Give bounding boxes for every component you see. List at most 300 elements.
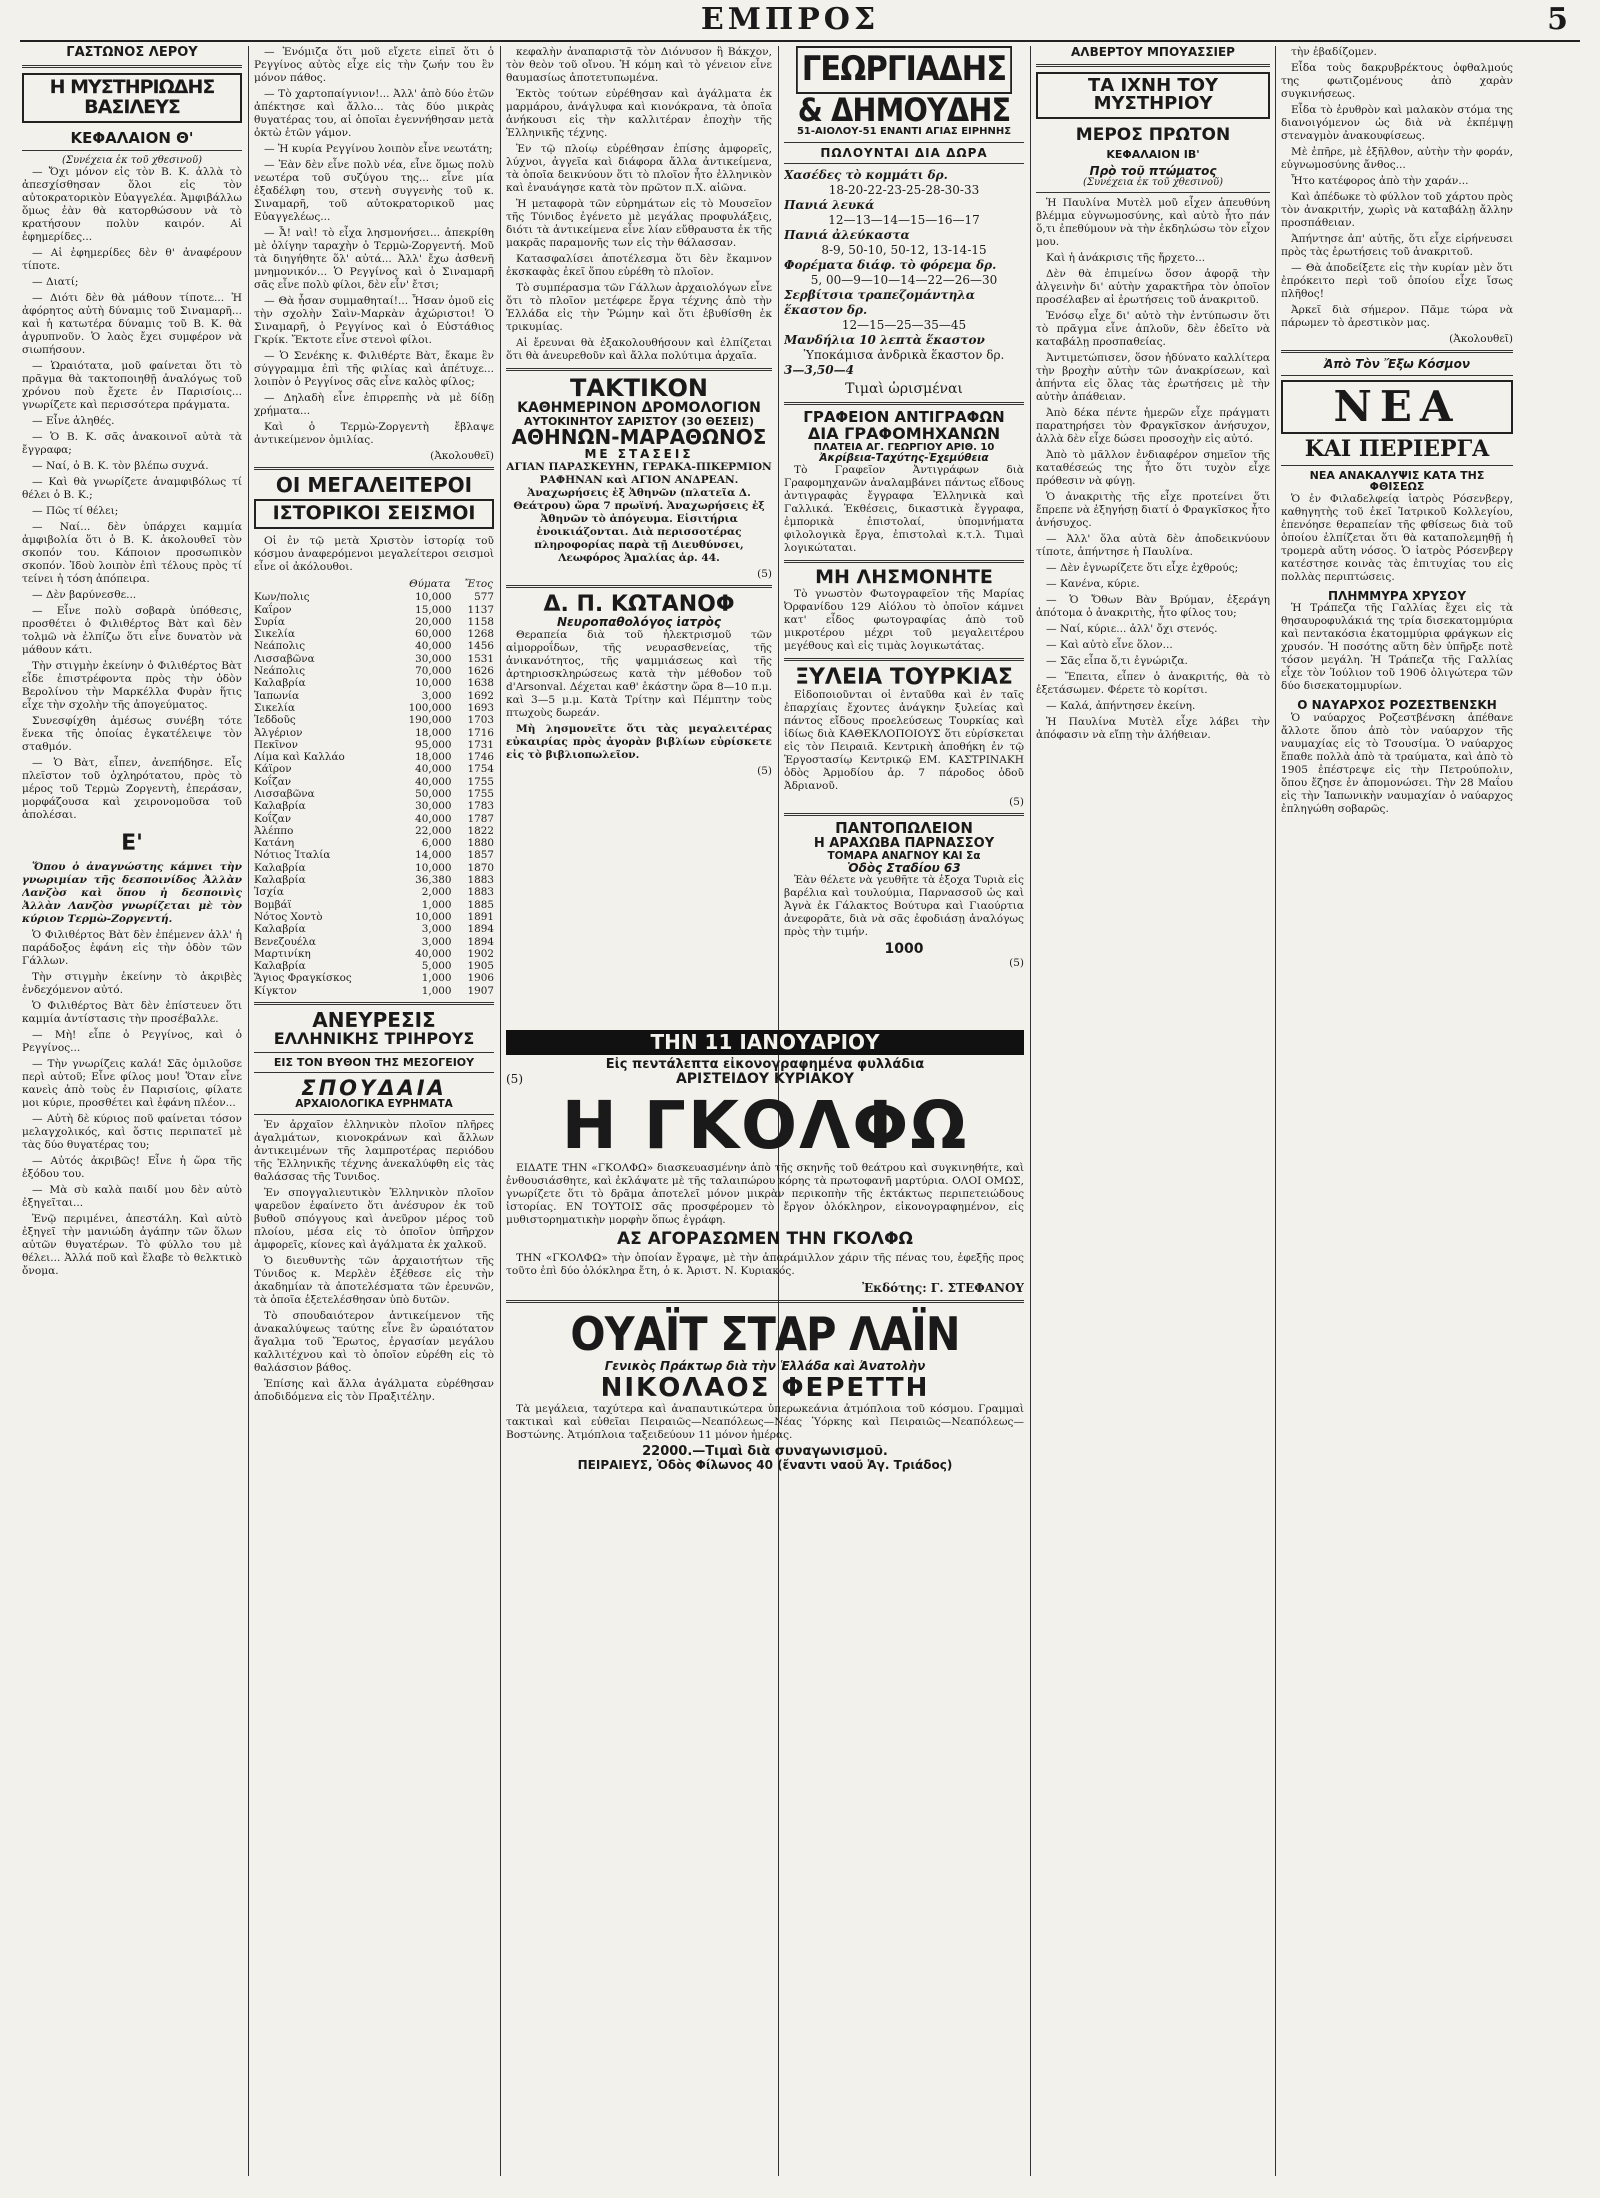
quake-place: Συρία (254, 615, 285, 628)
divider (506, 368, 772, 371)
copy-office-address: ΠΛΑΤΕΙΑ ΑΓ. ΓΕΩΡΓΙΟΥ ΑΡΙΘ. 10 (813, 441, 995, 453)
quake-victims: 40,000 (415, 640, 452, 653)
paragraph: — Ὡραιότατα, μοῦ φαίνεται ὅτι τὸ πρᾶγμα θὰ τακτοποιηθῇ ἀναλόγως τοῦ χρόνου ποὺ ἔχετε ἐν Παρισίοις... γνωρίζετε καὶ περισσότερα πράγματα. (22, 360, 242, 412)
table-row (254, 690, 494, 702)
quake-intro: Οἱ ἐν τῷ μετὰ Χριστὸν ἱστορίᾳ τοῦ κόσμου ἀναφερόμενοι μεγαλείτεροι σεισμοὶ εἶνε οἱ ἀκόλουθοι. (254, 534, 494, 573)
finds-finds: ΑΡΧΑΙΟΛΟΓΙΚΑ ΕΥΡΗΜΑΤΑ (295, 1098, 453, 1111)
quake-place: Ἰσχία (254, 886, 284, 899)
quake-victims: 10,000 (415, 861, 452, 874)
divider (784, 402, 1024, 405)
gkolfo-title: Η ΓΚΟΛΦΩ (561, 1086, 969, 1164)
quake-victims: 36,380 (415, 874, 452, 887)
quake-place: Λισσαβῶνα (254, 787, 315, 800)
grocery-name: Η ΑΡΑΧΩΒΑ ΠΑΡΝΑΣΣΟΥ (813, 836, 995, 852)
paragraph: Ἦτο κατέφορος ἀπὸ τὴν χαράν... (1291, 175, 1469, 187)
quake-year: 1703 (467, 714, 494, 727)
quake-victims: 40,000 (415, 812, 452, 825)
timber-title: ΞΥΛΕΙΑ ΤΟΥΡΚΙΑΣ (795, 665, 1013, 691)
quake-year: 1626 (467, 665, 494, 678)
paragraph: — Ἔπειτα, εἶπεν ὁ ἀνακριτής, θὰ τὸ ἐξετάσωμεν. Φέρετε τὸ κορίτσι. (1036, 671, 1270, 697)
paragraph: — Ἀλλ' ὅλα αὐτὰ δὲν ἀποδεικνύουν τίποτε, ἀπήντησε ἡ Παυλίνα. (1036, 533, 1270, 559)
divider (1281, 375, 1513, 376)
paragraph: — Καλά, ἀπήντησεν ἐκείνη. (1046, 700, 1196, 713)
adv-subtitle: ΚΑΘΗΜΕΡΙΝΟΝ ΔΡΟΜΟΛΟΓΙΟΝ (517, 400, 761, 417)
divider (254, 1002, 494, 1005)
quake-subtitle: ΙΣΤΟΡΙΚΟΙ ΣΕΙΣΜΟΙ (254, 499, 494, 529)
doctor-body: Θεραπεία διὰ τοῦ ἠλεκτρισμοῦ τῶν αἱμορροΐδων, τῆς νευρασθενείας, τῆς ἀνικανότητος, τῆς ψαμμιάσεως καὶ τῆς ἀρτηριοσκληρώσεως κατὰ τὴν μέθοδον τοῦ d'Arsonval. Δέχεται καθ' ἑκάστην ὥρα 8—10 π.μ. καὶ 3—5 μ.μ. Κατὰ Τρίτην καὶ Πέμπτην τοὺς πτωχοὺς δωρεάν. (506, 628, 772, 719)
divider (254, 1072, 494, 1073)
grocery-address: Ὁδὸς Σταδίου 63 (847, 860, 961, 875)
table-row (254, 665, 494, 677)
quake-victims: 40,000 (415, 947, 452, 960)
masthead-rule (20, 40, 1580, 42)
adv-number: (5) (1009, 796, 1024, 809)
paragraph: — Τὸ χαρτοπαίγνιον!... Ἀλλ' ἀπὸ δύο ἐτῶν ἀπέκτησε καὶ ἄλλο... τὰς δύο μικρὰς θυγατέρας του, αἱ ὁποῖαι ἐγεννήθησαν μετὰ ὀκτὼ ἐτῶν γάμον. (254, 88, 494, 139)
quake-place: Κοΐζαν (254, 812, 292, 825)
quake-year: 1883 (467, 874, 494, 887)
quake-victims: 3,000 (421, 935, 452, 948)
paragraph: — Ἡ κυρία Ρεγγίνου λοιπὸν εἶνε νεωτάτη; (264, 143, 493, 155)
gkolfo-call: ΑΣ ΑΓΟΡΑΣΩΜΕΝ ΤΗΝ ΓΚΟΛΦΩ (617, 1228, 913, 1249)
quake-place: Βομβάϊ (254, 898, 292, 911)
table-row (254, 751, 494, 763)
divider (1036, 64, 1270, 67)
paragraph: — Ὁ Βὰτ, εἶπεν, ἀνεπήδησε. Εἶς πλεῖστον τοῦ ὀχληρότατου, πρὸς τὸ μέρος τοῦ Τερμὼ Ζοργεντὴ, ἐπεράσαν, μορφάζουσα καὶ χειρονομοῦσα τοῦ ἀπολέσαι. (22, 757, 242, 822)
price-line: 5, 00—9—10—14—22—26—30 (810, 273, 998, 288)
column-6 (1281, 46, 1513, 2186)
quake-year: 1137 (467, 603, 494, 616)
timber-body: Εἰδοποιοῦνται οἱ ἐνταῦθα καὶ ἐν ταῖς ἐπαρχίαις ἔχοντες ἀνάγκην ξυλείας καὶ πάντος εἴδους προελεύσεως Τουρκίας καὶ ἰδίως διὰ ΚΑΘΕΚΛΟΠΟΙΟΥΣ ὅτι εὑρίσκεται εἰς τὸν Πειραιᾶ. Κεντρικὴ ἀποθήκη ἐν τῷ Ἐργοστασίῳ Κεντρικῷ ΕΜ. ΚΑΣΤΡΙΝΑΚΗ ὁδὸς Ἀρμοδίου ἀρ. 7 πάροδος ὁδοῦ Ἀδριανοῦ. (784, 689, 1024, 793)
paragraph: Ἀπὸ δέκα πέντε ἡμερῶν εἶχε πράγματι παρατηρήσει τὸν Φραγκῖσκον ἀνήσυχον, ἀλλὰ δὲν εἶχε δώσει προσοχὴν εἰς αὐτό. (1036, 407, 1270, 446)
quake-victims: 1,000 (421, 984, 452, 997)
paragraph: Τὸ σπουδαιότερον ἀντικείμενον τῆς ἀνακαλύψεως ταύτης εἶνε ἓν ὡραιότατον ἄγαλμα τοῦ Ἔρωτος, ἐργασίαν μεγάλου καλλιτέχνου καὶ τὸ ὁποῖον εὑρέθη εἰς τὸ θαλάσσιον βάθος. (254, 1310, 494, 1375)
quake-place: Ἀλγέριον (254, 726, 303, 739)
quake-place: Κατάνη (254, 837, 295, 850)
table-row (254, 911, 494, 923)
paragraph: — Ὄχι μόνον εἰς τὸν Β. Κ. ἀλλὰ τὸ ἀπεσχίσθησαν ὅλοι εἰς τὸν αὐτοκρατορικὸν Εὐαγγελέα. Ἀμφιβάλλω ὅμως ἐὰν θὰ κατορθώσουν νὰ τὸ κρατήσουν πολὺν καιρόν. Αἱ ἐφημερίδες... (22, 166, 242, 244)
shop-name-2: & ΔΗΜΟΥΔΗΣ (797, 90, 1011, 129)
news-item-title: ΠΛΗΜΜΥΡΑ ΧΡΥΣΟΥ (1327, 588, 1467, 603)
news-item-body: Ὁ ναύαρχος Ροζεστβένσκη ἀπέθανε ἄλλοτε ὅπου ἀπὸ τὸν ναύαρχον τῆς ναυμαχίας εἰς τὸ Τσουσίμα. Ὁ ναύαρχος ἔπαθε πολλὰ ἀπὸ τὰ τραύματα, καὶ ἀπὸ τὸ 1905 ἐπέστρεψε εἰς τὴν Πετρούπολιν, ὅπου ἔζησε ἐν ἀπομονώσει. Τὴν 28 Μαΐου εἰς τὴν Ἰαπωνικὴν ναυμαχίαν ὁ ναύαρχος ἐπληγώθη σοβαρῶς. (1281, 712, 1513, 816)
paragraph: — Κανένα, κύριε. (1046, 578, 1140, 591)
grocery-body: Ἐὰν θέλετε νὰ γευθῆτε τὰ ἐξοχα Τυριὰ εἰς βαρέλια καὶ τουλούμια, Παρνασσοῦ ὡς καὶ Ἀγνὰ ἐκ Γάλακτος Βούτυρα καὶ Γιαούρτια ἀνεφορᾶτε, διὰ νὰ σᾶς ἐφοδιάσῃ ἀναλόγως πρὸς τὴν τιμήν. (784, 874, 1024, 939)
table-row (254, 739, 494, 751)
paragraph: Τὴν στιγμὴν ἐκείνην τὸ ἀκριβὲς ἐνδεχόμενον αὐτό. (22, 971, 242, 997)
price-line: Πανιά λευκά (784, 198, 875, 213)
table-row (254, 849, 494, 861)
quake-year: 1755 (467, 787, 494, 800)
newspaper-title: ΕΜΠΡΟΣ (700, 2, 880, 37)
grocery-price: 1000 (884, 941, 924, 958)
table-row (254, 604, 494, 616)
grocery-owners: ΤΟΜΑΡΑ ΑΝΑΓΝΟΥ ΚΑΙ Σα (827, 849, 981, 862)
quake-title: ΟΙ ΜΕΓΑΛΕΙΤΕΡΟΙ (275, 473, 473, 497)
price-line: Πανιά ἀλεύκαστα (784, 228, 910, 243)
divider (1281, 350, 1513, 353)
section-intro: Ὅπου ὁ ἀναγνώστης κάμνει τὴν γνωριμίαν τῆς δεσποινίδος Ἀλλὰν Λανζὸσ καὶ ὅπου ἡ δεσποινὶς Ἀλλὰν Λανζὸσ γνωρίζεται μὲ τὸν κύριον Τερμὼ-Ζοργεντή. (22, 861, 242, 926)
paragraph: Συνεσφίχθη ἀμέσως συνέβη τότε ἕνεκα τῆς ὁποίας ἐγκατέλειψε τὸν σταθμόν. (22, 715, 242, 754)
quake-place: Βενεζουέλα (254, 935, 316, 948)
table-row (254, 714, 494, 726)
quake-victims: 10,000 (415, 677, 452, 690)
gkolfo-author: ΑΡΙΣΤΕΙΔΟΥ ΚΥΡΙΑΚΟΥ (675, 1070, 855, 1087)
table-row (254, 825, 494, 837)
section-kicker: Ἀπὸ Τὸν Ἔξω Κόσμον (1323, 357, 1471, 371)
table-row (254, 677, 494, 689)
whitestar-title: ΟΥΑΪΤ ΣΤΑΡ ΛΑΪΝ (570, 1307, 960, 1362)
quake-table-body (254, 591, 494, 997)
quake-place: Λισσαβῶνα (254, 652, 315, 665)
quake-year: 1857 (467, 849, 494, 862)
column-1 (22, 46, 242, 2186)
quake-year: 1531 (467, 652, 494, 665)
price-line: 12—13—14—15—16—17 (828, 213, 980, 228)
adv-title: ΤΑΚΤΙΚΟΝ (570, 374, 708, 402)
finds-location: ΕΙΣ ΤΟΝ ΒΥΘΟΝ ΤΗΣ ΜΕΣΟΓΕΙΟΥ (273, 1055, 475, 1069)
paragraph: — Ὁ Β. Κ. σᾶς ἀνακοινοῖ αὐτὰ τὰ ἔγγραφα; (22, 431, 242, 457)
quake-victims: 40,000 (415, 775, 452, 788)
quake-victims: 10,000 (415, 910, 452, 923)
quake-year: 1158 (467, 615, 494, 628)
price-line: Ὑποκάμισα ἀνδρικὰ ἕκαστον δρ. (803, 348, 1005, 363)
shop-address: 51-ΑΙΟΛΟΥ-51 ΕΝΑΝΤΙ ΑΓΙΑΣ ΕΙΡΗΝΗΣ (796, 126, 1012, 138)
paragraph: κεφαλὴν ἀναπαριστᾷ τὸν Διόνυσον ἢ Βάκχον, τὸν θεὸν τοῦ οἴνου. Ἡ κόμη καὶ τὸ γένειον εἶνε θαυμασίως ἀποτετυπωμένα. (506, 46, 772, 84)
quake-victims: 18,000 (415, 751, 452, 764)
table-row (254, 837, 494, 849)
finds-important: ΣΠΟΥΔΑΙΑ (301, 1076, 447, 1101)
to-be-continued: (Ἀκολουθεῖ) (1449, 333, 1513, 345)
quake-year: 1716 (467, 726, 494, 739)
quake-victims: 15,000 (415, 603, 452, 616)
table-row (254, 948, 494, 960)
adv-route: ΑΘΗΝΩΝ-ΜΑΡΑΘΩΝΟΣ (511, 425, 767, 450)
adv-number: (5) (757, 764, 772, 777)
paragraph: — Τὴν γνωρίζεις καλά! Σᾶς ὁμιλοῦσε περὶ αὐτοῦ; Εἶνε φίλος μου! Ὅταν εἶνε κανεὶς ἀπὸ τοὺς ἐν Παρισίοις, φίλατε μοι κύριε, προσθέτει καὶ ἐφάνη πλέον... (22, 1058, 242, 1110)
quake-victims: 2,000 (421, 886, 452, 899)
shop-price-list (784, 168, 1024, 397)
quake-place: Ἰαπωνία (254, 689, 300, 702)
paragraph: — Αὐτὴ δὲ κύριος ποῦ φαίνεται τόσον μελαγχολικός, καὶ ὅστις περιπατεῖ μὲ τὰς δύο θυγατέρας του; (22, 1113, 242, 1152)
quake-victims: 14,000 (415, 849, 452, 862)
quake-year: 1891 (467, 910, 494, 923)
quake-victims: 22,000 (415, 824, 452, 837)
paragraph: Ὁ Φιλιθέρτος Βὰτ δὲν ἐπέμενεν ἀλλ' ἡ παράδοξος ἐφάνη εἰς τὴν ὁδὸν τῶν Γάλλων. (22, 929, 242, 968)
quake-place: Νεάπολις (254, 665, 306, 678)
paragraph: Ἐκτὸς τούτων εὑρέθησαν καὶ ἀγάλματα ἐκ μαρμάρου, ἀνάγλυφα καὶ κιονόκρανα, τὰ ὁποῖα ἀνήκουσι εἰς τὴν καλλιτέραν ἐποχὴν τῆς Ἑλληνικῆς τέχνης. (506, 88, 772, 139)
table-row (254, 899, 494, 911)
copy-office-subtitle: ΔΙΑ ΓΡΑΦΟΜΗΧΑΝΩΝ (807, 424, 1001, 444)
paragraph: Ἡ Παυλίνα Μυτὲλ εἶχε λάβει τὴν ἀπόφασιν νὰ εἴπῃ τὴν ἀλήθειαν. (1036, 716, 1270, 742)
divider (506, 585, 772, 588)
table-header (254, 577, 391, 591)
gkolfo-intro: Εἰς πεντάλεπτα εἰκονογραφημένα φυλλάδια (605, 1057, 925, 1072)
adv-body: ΑΓΙΑΝ ΠΑΡΑΣΚΕΥΗΝ, ΓΕΡΑΚΑ-ΠΙΚΕΡΜΙΟΝ ΡΑΦΗΝΑΝ καὶ ΑΓΙΟΝ ΑΝΔΡΕΑΝ. Ἀναχωρήσεις ἐξ Ἀθηνῶν (πλατεῖα Δ. Θεάτρου) ὥρα 7 πρωϊνή. Ἀναχωρήσεις ἐξ Ἀθηνῶν τὸ ἀπόγευμα. Εἰσιτήρια ἐνοικιάζονται. Διὰ περισσοτέρας πληροφορίας παρὰ τῇ Διευθύνσει, Λεωφόρος Ἀμαλίας ἀρ. 44. (506, 461, 772, 565)
continuation-note: (Συνέχεια ἐκ τοῦ χθεσινοῦ) (1083, 177, 1223, 189)
quake-place: Ἀλέππο (254, 824, 294, 837)
paragraph: — Ἐνόμιζα ὅτι μοῦ εἴχετε εἰπεῖ ὅτι ὁ Ρεγγίνος αὐτὸς εἶχε εἰς τὴν ζωήν του ἓν μόνον πάθος. (254, 46, 494, 84)
price-line: 8-9, 50-10, 50-12, 13-14-15 (821, 243, 987, 258)
quake-year: 1783 (467, 800, 494, 813)
quake-place: Σικελία (254, 628, 295, 641)
quake-victims: 50,000 (415, 787, 452, 800)
quake-place: Λίμα καὶ Καλλάο (254, 751, 345, 764)
finds-title: ΑΝΕΥΡΕΣΙΣ (312, 1008, 436, 1033)
paragraph: — Εἶνε ἀληθές. (32, 415, 115, 428)
paragraph: — Ἆ! ναὶ! τὸ εἶχα λησμονήσει... ἀπεκρίθη μὲ ὀλίγην ταραχὴν ὁ Τερμὼ-Ζοργεντή. Μοῦ τὰ διηγήθητε ὅλ' αὐτά... Ἀλλ' ἔχω ἀσθενῆ μνημονικόν... Ὁ Ρεγγίνος καὶ ὁ Σιναμαρῆ σᾶς εἶνε πολὺ φίλοι, δὲν εἶν' ἔτσι; (254, 227, 494, 291)
quake-victims: 6,000 (421, 837, 452, 850)
paragraph: — Εἶνε πολὺ σοβαρὰ ὑπόθεσις, προσθέτει ὁ Φιλιθέρτος Βὰτ καὶ δὲν τολμῶ νὰ ἐλπίζω ὅτι εἶνε δυνατὸν νὰ μάθουν κάτι. (22, 605, 242, 657)
paragraph: Αἱ ἔρευναι θὰ ἐξακολουθήσουν καὶ ἐλπίζεται ὅτι θὰ ἀνευρεθοῦν καὶ ἄλλα πολύτιμα ἀρχαῖα. (506, 337, 772, 362)
quake-year: 1755 (467, 775, 494, 788)
column-rule (1030, 46, 1031, 2176)
paragraph: — Αὐτός ἀκριβῶς! Εἶνε ἡ ὥρα τῆς ἐξόδου του. (22, 1155, 242, 1181)
quake-place: Καλαβρία (254, 960, 306, 973)
quake-place: Καλαβρία (254, 861, 306, 874)
paragraph: Ἀπὸ τὸ μᾶλλον ἐνδιαφέρον σημεῖον τῆς καταθέσεώς της ἦτο ὅτι τυχὸν εἶχε πρόθεσιν νὰ φύγῃ. (1036, 449, 1270, 488)
paragraph: — Θὰ ἀποδείξετε εἰς τὴν κυρίαν μὲν ὅτι ἐπρόκειτο περὶ τοῦ ὁποίου εἶχε ἴσως πλῆθος! (1281, 262, 1513, 300)
quake-place: Μαρτινίκη (254, 947, 311, 960)
quake-place: Πεκῖνον (254, 738, 298, 751)
quake-place: Νότος Χοντὸ (254, 910, 323, 923)
price-line: Τιμαὶ ὡρισμέναι (845, 381, 963, 398)
paragraph: Ὁ ἀνακριτὴς τῆς εἶχε προτείνει ὅτι ἔπρεπε νὰ ἐξηγήσῃ διατί ὁ Φραγκῖσκος ἦτο ἀνήσυχος. (1036, 491, 1270, 530)
doctor-name: Δ. Π. ΚΩΤΑΝΟΦ (543, 592, 735, 618)
table-row (254, 985, 494, 997)
column-3 (506, 46, 772, 1016)
quake-year: 1692 (467, 689, 494, 702)
paragraph: Κατασφαλίσει ἀποτέλεσμα ὅτι δὲν ἔκαμνον ἐκσκαφὰς ἐκεῖ ὅπου εὑρέθη τὸ πλοῖον. (506, 253, 772, 278)
paragraph: — Σᾶς εἶπα ὅ,τι ἐγνώριζα. (1046, 655, 1188, 668)
photo-title: ΜΗ ΛΗΣΜΟΝΗΤΕ (815, 566, 993, 589)
table-row (254, 960, 494, 972)
table-header: Θύματα (409, 577, 451, 590)
quake-place: Κοΐζαν (254, 775, 292, 788)
quake-victims: 70,000 (415, 665, 452, 678)
quake-place: Κων/πολις (254, 591, 310, 604)
table-header: Ἔτος (464, 577, 493, 590)
paragraph: — Ὁ Ὄθων Βὰν Βρύμαν, ἐξεράγη ἀπότομα ὁ ἀνακριτὴς, ἦτο φίλος του; (1036, 594, 1270, 620)
quake-victims: 10,000 (415, 591, 452, 604)
quake-place: Καλαβρία (254, 923, 306, 936)
quake-year: 1456 (467, 640, 494, 653)
paragraph: Ἡ Παυλίνα Μυτὲλ μοῦ εἶχεν ἀπευθύνη βλέμμα εὐγνωμοσύνης, καὶ αὐτὸ ἦτο πάν ὅ,τι ἐπεθύμουν νὰ τὴν ἐκδηλώσω τὸν εἶχον μου. (1036, 197, 1270, 249)
quake-year: 1638 (467, 677, 494, 690)
chapter-heading: ΚΕΦΑΛΑΙΟΝ Θ' (70, 128, 194, 147)
quake-victims: 3,000 (421, 689, 452, 702)
paragraph: τὴν ἐβαδίζομεν. (1291, 46, 1377, 58)
quake-year: 577 (474, 591, 494, 604)
paragraph: Ἀρκεῖ διὰ σήμερον. Πᾶμε τώρα νὰ πάρωμεν τὸ ἀρεστικὸν μας. (1281, 304, 1513, 329)
paragraph: — Πῶς τί θέλει; (32, 505, 119, 518)
serial-title: Η ΜΥΣΤΗΡΙΩΔΗΣ ΒΑΣΙΛΕΥΣ (22, 73, 242, 123)
quake-year: 1754 (467, 763, 494, 776)
quake-year: 1746 (467, 751, 494, 764)
adv-number: (5) (1009, 957, 1024, 970)
table-row (254, 813, 494, 825)
quake-year: 1885 (467, 898, 494, 911)
whitestar-address: ΠΕΙΡΑΙΕΥΣ, Ὁδὸς Φίλωνος 40 (ἔναντι ναοῦ Ἁγ. Τριάδος) (577, 1457, 953, 1472)
serial-title: ΤΑ ΙΧΝΗ ΤΟΥ ΜΥΣΤΗΡΙΟΥ (1036, 72, 1270, 120)
paragraph: Ἐνόσῳ εἶχε δι' αὐτὸ τὴν ἐντύπωσιν ὅτι τὸ πρᾶγμα εἶνε ἀπλοῦν, δὲν ἐδεῖτο νὰ καταβάλῃ προσπαθείας. (1036, 310, 1270, 349)
quake-table (254, 577, 494, 997)
serial-author: ΑΛΒΕΡΤΟΥ ΜΠΟΥΑΣΣΙΕΡ (1071, 46, 1235, 59)
part-heading: ΜΕΡΟΣ ΠΡΩΤΟΝ (1075, 125, 1231, 146)
table-row (254, 923, 494, 935)
chapter-heading: ΚΕΦΑΛΑΙΟΝ ΙΒ' (1106, 148, 1200, 162)
gkolfo-author-row (506, 1072, 1024, 1090)
paragraph: — Δὲν βαρύνεσθε... (32, 589, 137, 602)
column-4 (784, 46, 1024, 1016)
chapter-subtitle: Πρὸ τοῦ πτώματος (1089, 163, 1217, 178)
section-mark: Ε' (121, 831, 143, 857)
divider (22, 65, 242, 68)
paragraph: — Καὶ αὐτὸ εἶνε ὅλον... (1046, 639, 1173, 652)
divider (784, 658, 1024, 661)
quake-year: 1870 (467, 861, 494, 874)
quake-place: Καλαβρία (254, 874, 306, 887)
quake-year: 1907 (467, 984, 494, 997)
quake-year: 1731 (467, 738, 494, 751)
doctor-title: Νευροπαθολόγος ἰατρὸς (557, 615, 721, 630)
paragraph: — Διατί; (32, 276, 79, 289)
gkolfo-body-2: ΤΗΝ «ΓΚΟΛΦΩ» τὴν ὁποίαν ἔγραψε, μὲ τὴν ἀπαράμιλλον χάριν τῆς πένας του, ἐφεξῆς προς τοῦτο ἐπὶ δύο ὁλόκληρα ἔτη, ὁ κ. Ἀριστ. Ν. Κυριακός. (506, 1252, 1024, 1278)
divider (506, 1300, 1024, 1303)
gkolfo-publisher: Ἐκδότης: Γ. ΣΤΕΦΑΝΟΥ (862, 1281, 1024, 1296)
table-row (254, 616, 494, 628)
quake-year: 1268 (467, 628, 494, 641)
divider (784, 560, 1024, 563)
continuation-note: (Συνέχεια ἐκ τοῦ χθεσινοῦ) (62, 155, 202, 167)
quake-place: Κάϊρον (254, 763, 292, 776)
shop-name: ΓΕΩΡΓΙΑΔΗΣ (796, 46, 1012, 94)
divider (254, 1114, 494, 1115)
paragraph: — Μὰ σὺ καλὰ παιδί μου δὲν αὐτὸ ἐξηγεῖται... (22, 1184, 242, 1210)
paragraph: Ὁ διευθυντὴς τῶν ἀρχαιοτήτων τῆς Τύνιδος κ. Μερλὲν ἐξέθεσε εἰς τὴν ἀκαδημίαν τὰ ἀποτελέσματα τῶν ἐρευνῶν, τὰ ὁποῖα ἐξετελέσθησαν ὑπὸ δυτῶν. (254, 1255, 494, 1307)
column-rule (1275, 46, 1276, 2176)
quake-victims: 100,000 (408, 701, 452, 714)
quake-year: 1787 (467, 812, 494, 825)
serial-author: ΓΑΣΤΩΝΟΣ ΛΕΡΟΥ (66, 46, 198, 60)
news-item-title: ΝΕΑ ΑΝΑΚΑΛΥΨΙΣ ΚΑΤΑ ΤΗΣ ΦΘΙΣΕΩΣ (1309, 468, 1485, 494)
quake-place: Καλαβρία (254, 800, 306, 813)
divider (784, 813, 1024, 816)
news-item-title: Ο ΝΑΥΑΡΧΟΣ ΡΟΖΕΣΤΒΕΝΣΚΗ (1297, 698, 1497, 713)
paragraph: Καὶ ὁ Τερμὼ-Ζοργεντὴ ἔβλαψε ἀντικείμενον ὁμιλίας. (254, 421, 494, 446)
whitestar-agent: ΝΙΚΟΛΑΟΣ ΦΕΡΕΤΤΗ (600, 1373, 930, 1404)
paragraph: — Ναί, ὁ Β. Κ. τὸν βλέπω συχνά. (32, 460, 209, 473)
table-row (254, 862, 494, 874)
gkolfo-body: ΕΙΔΑΤΕ ΤΗΝ «ΓΚΟΛΦΩ» διασκευασμένην ἀπὸ τῆς σκηνῆς τοῦ θεάτρου καὶ συγκινηθήτε, καὶ ἐνθουσιάσθητε, καὶ ἐκλάψατε μὲ τῆς ταλαιπώρου κόρης τὰ πρωτοφανῆ μαρτύρια. ΟΛΟΙ ΟΜΩΣ, γνωρίζετε ὅτι τὸ δρᾶμα ἀποτελεῖ μόνον μικρὰν περικοπὴν τῆς ἐκτάκτως περιπετειώδους ἱστορίας. ΕΝ ΤΟΥΤΟΙΣ σᾶς προσφέρομεν τὸ ἔργον ὁλόκληρον, εἰκονογραφημένον, εἰς μυθιστορηματικὴν μορφὴν ὅπως ἐγράφη. (506, 1161, 1024, 1226)
quake-place: Κίγκτον (254, 984, 297, 997)
finds-subtitle: ΕΛΛΗΝΙΚΗΣ ΤΡΙΗΡΟΥΣ (273, 1029, 475, 1049)
table-row (254, 591, 494, 603)
paragraph: Ἐπίσης καὶ ἄλλα ἀγάλματα εὑρέθησαν ἀποδιδόμενα εἰς τὸν Πραξιτέλην. (254, 1378, 494, 1404)
paragraph: — Ὁ Σενέκης κ. Φιλιθέρτε Βὰτ, ἔκαμε ἓν σύγγραμμα ἐπὶ τῆς φιλίας καὶ ἀπέτυχε... λοιπὸν ὁ Ρεγγίνος σᾶς εἶνε καλὸς φίλος; (254, 350, 494, 388)
news-subtitle: ΚΑΙ ΠΕΡΙΕΡΓΑ (1304, 435, 1490, 462)
quake-year: 1883 (467, 886, 494, 899)
quake-place: Ἅγιος Φραγκίσκος (254, 972, 352, 985)
divider (1281, 465, 1513, 466)
paragraph: Ὁ Φιλιθέρτος Βὰτ δὲν ἐπίστευεν ὅτι καμμία ἀντίστασις τὴν προσέβαλλε. (22, 1000, 242, 1026)
gkolfo-ad (506, 1030, 1024, 2180)
quake-place: Σικελία (254, 701, 295, 714)
divider (22, 150, 242, 151)
quake-victims: 18,000 (415, 726, 452, 739)
paragraph: Εἶδα τὸ ἐρυθρὸν καὶ μαλακὸν στόμα της διανοιγόμενον ὡς διὰ νὰ ἐκπέμψῃ στεναγμὸν ἀνακουφίσεως. (1281, 104, 1513, 142)
adv-number: (5) (506, 1071, 523, 1086)
paragraph: — Δηλαδὴ εἶνε ἐπιρρεπὴς νὰ μὲ δίδῃ χρήματα... (254, 392, 494, 417)
quake-victims: 60,000 (415, 628, 452, 641)
table-row (254, 776, 494, 788)
column-rule (500, 46, 501, 2176)
divider (254, 1052, 494, 1053)
column-2 (254, 46, 494, 2186)
table-header-row (254, 577, 494, 591)
price-line: 3—3,50—4 (784, 363, 854, 378)
quake-victims: 1,000 (421, 972, 452, 985)
table-row (254, 972, 494, 984)
quake-place: Καΐρον (254, 603, 292, 616)
quake-place: Νεάπολις (254, 640, 306, 653)
whitestar-subtitle: Γενικὸς Πράκτωρ διὰ τὴν Ἑλλάδα καὶ Ἀνατολὴν (604, 1359, 926, 1374)
quake-year: 1822 (467, 824, 494, 837)
paragraph: — Ναί... δὲν ὑπάρχει καμμία ἀμφιβολία ὅτι ὁ Β. Κ. ἀκολουθεῖ τὸν σκοπόν του. Κάποιον προσωπικὸν σκοπόν. Ἰδοὺ λοιπὸν ἐπὶ τέλους πρὸς τί τείνει ἡ τόση ἀπόπειρα. (22, 521, 242, 586)
quake-year: 1905 (467, 960, 494, 973)
to-be-continued: (Ἀκολουθεῖ) (430, 450, 494, 462)
paragraph: Ἐν τῷ πλοίῳ εὑρέθησαν ἐπίσης ἀμφορεῖς, λύχνοι, ἀγγεῖα καὶ διάφορα ἄλλα ἀντικείμενα, τὰ ὁποῖα δεικνύουν ὅτι τὸ πλοῖον ἦτο ἑλληνικὸν καὶ ἐναυάγησε κατὰ τὸν πρῶτον π.Χ. αἰῶνα. (506, 143, 772, 194)
table-row (254, 763, 494, 775)
quake-victims: 1,000 (421, 898, 452, 911)
paragraph: Τὸ συμπέρασμα τῶν Γάλλων ἀρχαιολόγων εἶνε ὅτι τὸ πλοῖον μετέφερε ἔργα τέχνης ἀπὸ τὴν Ἑλλάδα εἰς τὴν Ῥώμην καὶ ὅτι ἐβυθίσθη ἐκ τρικυμίας. (506, 282, 772, 333)
divider (1036, 192, 1270, 193)
price-line: Χασέδες τὸ κομμάτι δρ. (784, 168, 948, 183)
paragraph: Καὶ ἀπέδωκε τὸ φύλλον τοῦ χάρτου πρὸς τὸν ἀνακριτήν, χωρὶς νὰ καταβάλῃ ἄλλην προσπάθειαν. (1281, 191, 1513, 229)
paragraph: Δὲν θὰ ἐπιμείνω ὅσον ἀφορᾷ τὴν ἀλγεινὴν δι' αὐτὴν χαρακτῆρα τὸν ὁποῖον προσέλαβεν αἱ ἐρωτήσεις τοῦ ἀνακριτοῦ. (1036, 268, 1270, 307)
table-row (254, 640, 494, 652)
quake-victims: 3,000 (421, 923, 452, 936)
whitestar-body: Τὰ μεγάλεια, ταχύτερα καὶ ἀναπαυτικώτερα ὑπερωκεάνια ἀτμόπλοια τοῦ κόσμου. Γραμμαὶ τακτικαὶ καὶ εὐθεῖαι Πειραιῶς—Νεαπόλεως—Νέας Ὑόρκης καὶ Πειραιῶς—Νεαπόλεως—Βοστώνης. Ἀτμόπλοια ταξειδεύουν 11 μόνον ἡμέρας. (506, 1403, 1024, 1442)
paragraph: — Διότι δὲν θὰ μάθουν τίποτε... Ἡ ἀφόρητος αὐτὴ δύναμις τοῦ Σιναμαρῆ... καὶ ἡ κατωτέρα δύναμις τοῦ Β. Κ. θὰ ἀγρυπνοῦν. Ὁ λαὸς ἔχει συμφέρον νὰ σιωπήσουν. (22, 292, 242, 357)
quake-year: 1894 (467, 935, 494, 948)
table-row (254, 727, 494, 739)
paragraph: Ἀπήντησε ἀπ' αὐτῆς, ὅτι εἶχε εἰρήνευσει πρὸς τὰς ἐρωτήσεις τοῦ ἀνακριτοῦ. (1281, 233, 1513, 258)
table-row (254, 874, 494, 886)
adv-stops: ΜΕ ΣΤΑΣΕΙΣ (584, 447, 694, 462)
paragraph: — Θὰ ἦσαν συμμαθηταί!... Ἦσαν ὁμοῦ εἰς τὴν σχολὴν Σαὶν-Μαρκὰν ἀχώριστοι! Ὁ Σιναμαρῆ, ὁ Ρεγγίνος καὶ ὁ Εὐστάθιος Γκρίκ. Ἔκτοτε εἶνε στενοὶ φίλοι. (254, 295, 494, 346)
paragraph: — Δὲν ἐγνωρίζετε ὅτι εἶχε ἐχθρούς; (1046, 562, 1239, 575)
divider (784, 163, 1024, 164)
quake-victims: 40,000 (415, 763, 452, 776)
quake-victims: 5,000 (421, 960, 452, 973)
grocery-title: ΠΑΝΤΟΠΩΛΕΙΟΝ (835, 819, 973, 838)
paragraph: Ἡ μεταφορὰ τῶν εὑρημάτων εἰς τὸ Μουσεῖον τῆς Τύνιδος ἐγένετο μὲ μεγάλας προφυλάξεις, διότι τὰ ἀντικείμενα εἶνε λίαν εὔθραυστα ἐκ τῆς μακρᾶς παραμονῆς των εἰς τὴν θάλασσαν. (506, 198, 772, 249)
copy-office-title: ΓΡΑΦΕΙΟΝ ΑΝΤΙΓΡΑΦΩΝ (803, 408, 1005, 427)
paragraph: Ἐν ἀρχαῖον ἑλληνικὸν πλοῖον πλῆρες ἀγαλμάτων, κιονοκράνων καὶ ἄλλων ἀντικειμένων τῆς λαμπροτέρας περιόδου τῆς Ἑλληνικῆς τέχνης ἀνεκαλύφθη εἰς τὰς θαλάσσας τῆς Τυνιδος. (254, 1119, 494, 1184)
quake-year: 1894 (467, 923, 494, 936)
paragraph: — Ἐὰν δὲν εἶνε πολὺ νέα, εἶνε ὅμως πολὺ νεωτέρα τοῦ συζύγου της... εἶνε μία ἐξαδέλφη του, στενὴ συγγενὴς τοῦ κ. Σιναμαρῆ, τοῦ αὐτοκρατορικοῦ μας Εὐαγγελέως... (254, 159, 494, 223)
paragraph: Ἐνῷ περιμένει, ἀπεστάλη. Καὶ αὐτὸ ἐξηγεῖ τὴν μανιώδη ἀγάπην τῶν ὅλων αὐτῶν θυγατέρων. Τὸ φύλλο του μὲ θέλει... Ἀλλά ποῦ καὶ ἔλαβε τὸ θελκτικὸ ὄνομα. (22, 1213, 242, 1278)
paragraph: Ἐν σπογγαλιευτικὸν Ἑλληνικὸν πλοῖον ψαρεῦον ἐφαίνετο ὅτι ἀνέσυρον ἐκ τοῦ βυθοῦ σπόγγους καὶ ἀνεῦρον μέρος τοῦ πλοίου, μέσα εἰς τὸ ὁποῖον ὑπῆρχον ἀμφορεῖς, κίονες καὶ ἀγάλματα ἐκ χαλκοῦ. (254, 1187, 494, 1252)
quake-place: Νότιος Ἰταλία (254, 849, 331, 862)
paragraph: Ἀντιμετώπισεν, ὅσον ἠδύνατο καλλίτερα τὴν βροχὴν αὐτὴν τῶν ἀνακρίσεων, καὶ ἀπήντα εἰς ὅλας τὰς ἐρωτήσεις μὲ τὴν αὐτὴν ἀπάθειαν. (1036, 352, 1270, 404)
adv-number: (5) (757, 568, 772, 581)
paragraph: Τὴν στιγμὴν ἐκείνην ὁ Φιλιθέρτος Βὰτ εἶδε ἐπιστρέφοντα πρὸς τὴν ὁδὸν Βερολίνου τὴν Μαρκέλλα Φυρὰν ἥτις εἶχε τὴν σχολὴν τῆς ἀπογεύματος. (22, 660, 242, 712)
table-row (254, 800, 494, 812)
photo-body: Τὸ γνωστὸν Φωτογραφεῖον τῆς Μαρίας Ὀρφανίδου 129 Αἰόλου τὸ ὁποῖον κάμνει κατ' εἶδος φωτογραφίας ἀπὸ τοῦ μικροτέρου μέχρι τοῦ μεγαλειτέρου μεγέθους καὶ εἰς τιμὰς λογικωτάτας. (784, 588, 1024, 653)
gkolfo-date: ΤΗΝ 11 ΙΑΝΟΥΑΡΙΟΥ (506, 1030, 1024, 1055)
copy-office-motto: Ἀκρίβεια-Ταχύτης-Ἐχεμύθεια (819, 452, 989, 465)
book-ad: Μὴ λησμονεῖτε ὅτι τὰς μεγαλειτέρας εὐκαιρίας πρὸς ἀγορὰν βιβλίων εὑρίσκετε εἰς τὸ βιβλιοπωλεῖον. (506, 722, 772, 761)
